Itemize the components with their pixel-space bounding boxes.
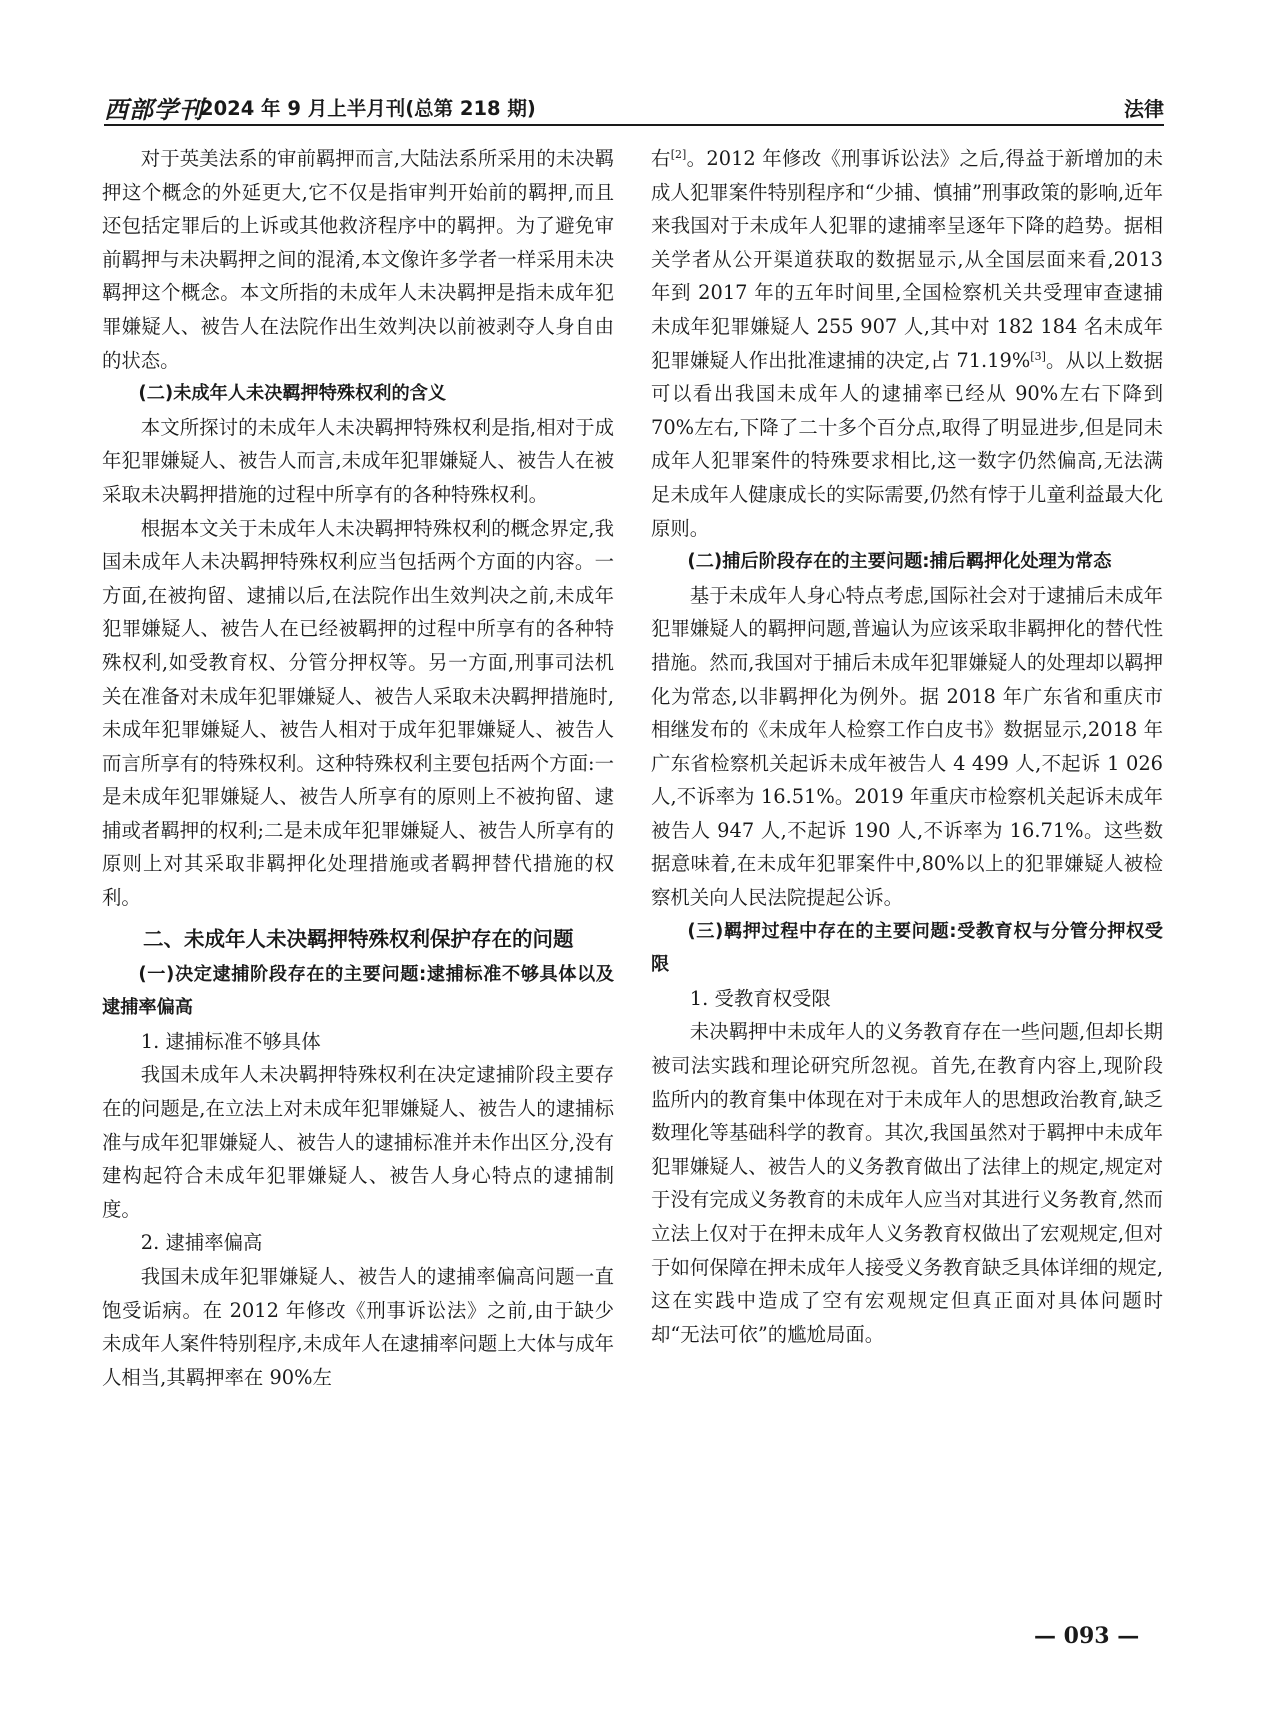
page-number: — 093 —	[1034, 1623, 1140, 1649]
paragraph: 我国未成年人未决羁押特殊权利在决定逮捕阶段主要存在的问题是,在立法上对未成年犯罪嫌疑人、被告人的逮捕标准与成年犯罪嫌疑人、被告人的逮捕标准并未作出区分,没有建构起符合未成年犯罪嫌疑人、被告人身心特点的逮捕制度。	[102, 1063, 614, 1221]
numbered-heading: 1. 受教育权受限	[689, 986, 831, 1010]
paragraph: 基于未成年人身心特点考虑,国际社会对于逮捕后未成年犯罪嫌疑人的羁押问题,普遍认为应该采取非羁押化的替代性措施。然而,我国对于捕后未成年犯罪嫌疑人的处理却以羁押化为常态,以非羁押化为例外。据 2018 年广东省和重庆市相继发布的《未成年人检察工作白皮书》数据显示,2018 年广东省检察机关起诉未成年被告人 4 499 人,不起诉 1 026 人,不诉率为 16.51%。2019 年重庆市检察机关起诉未成年被告人 947 人,不起诉 190 人,不诉率为 16.71%。这些数据意味着,在未成年犯罪案件中,80%以上的犯罪嫌疑人被检察机关向人民法院提起公诉。	[651, 583, 1163, 910]
text-run: 。2012 年修改《刑事诉讼法》之后,得益于新增加的未成人犯罪案件特别程序和“少捕、慎捕”刑事政策的影响,近年来我国对于未成年人犯罪的逮捕率呈逐年下降的趋势。据相关学者从公开渠道获取的数据显示,从全国层面来看,2013 年到 2017 年的五年时间里,全国检察机关共受理审查逮捕未成年犯罪嫌疑人 255 907 人,其中对 182 184 名未成年犯罪嫌疑人作出批准逮捕的决定,占 71.19%	[651, 147, 1163, 372]
running-header	[104, 88, 1164, 128]
paragraph	[651, 142, 1163, 545]
subsection-heading: (二)未成年人未决羁押特殊权利的含义	[138, 383, 447, 405]
section-name: 法律	[1124, 97, 1164, 121]
numbered-heading: 1. 逮捕标准不够具体	[140, 1029, 321, 1053]
right-column	[651, 142, 1163, 1351]
issue-info: 2024 年 9 月上半月刊(总第 218 期)	[200, 97, 536, 120]
subsection-heading: (二)捕后阶段存在的主要问题:捕后羁押化处理为常态	[687, 551, 1112, 573]
subsection-heading: (三)羁押过程中存在的主要问题:受教育权与分管分押权受限	[651, 920, 1163, 976]
subsection-heading: (一)决定逮捕阶段存在的主要问题:逮捕标准不够具体以及逮捕率偏高	[102, 963, 614, 1019]
section-heading: 二、未成年人未决羁押特殊权利保护存在的问题	[143, 926, 574, 951]
paragraph: 未决羁押中未成年人的义务教育存在一些问题,但却长期被司法实践和理论研究所忽视。首先,在教育内容上,现阶段监所内的教育集中体现在对于未成年人的思想政治教育,缺乏数理化等基础科学的教育。其次,我国虽然对于羁押中未成年犯罪嫌疑人、被告人的义务教育做出了法律上的规定,规定对于没有完成义务教育的未成年人应当对其进行义务教育,然而立法上仅对于在押未成年人义务教育权做出了宏观规定,但对于如何保障在押未成年人接受义务教育缺乏具体详细的规定,这在实践中造成了空有宏观规定但真正面对具体问题时却“无法可依”的尴尬局面。	[651, 1020, 1163, 1346]
numbered-heading: 2. 逮捕率偏高	[140, 1231, 263, 1255]
citation-ref: [2]	[670, 148, 687, 161]
paragraph: 对于英美法系的审前羁押而言,大陆法系所采用的未决羁押这个概念的外延更大,它不仅是指审判开始前的羁押,而且还包括定罪后的上诉或其他救济程序中的羁押。为了避免审前羁押与未决羁押之间的混淆,本文像许多学者一样采用未决羁押这个概念。本文所指的未成年人未决羁押是指未成年犯罪嫌疑人、被告人在法院作出生效判决以前被剥夺人身自由的状态。	[102, 147, 614, 372]
text-run: 右	[651, 147, 671, 170]
paragraph: 我国未成年犯罪嫌疑人、被告人的逮捕率偏高问题一直饱受诟病。在 2012 年修改《刑事诉讼法》之前,由于缺少未成年人案件特别程序,未成年人在逮捕率问题上大体与成年人相当,其羁押率在 90%左	[102, 1265, 614, 1389]
header-rule	[104, 124, 1164, 126]
paragraph: 根据本文关于未成年人未决羁押特殊权利的概念界定,我国未成年人未决羁押特殊权利应当包括两个方面的内容。一方面,在被拘留、逮捕以后,在法院作出生效判决之前,未成年犯罪嫌疑人、被告人在已经被羁押的过程中所享有的各种特殊权利,如受教育权、分管分押权等。另一方面,刑事司法机关在准备对未成年犯罪嫌疑人、被告人采取未决羁押措施时,未成年犯罪嫌疑人、被告人相对于成年犯罪嫌疑人、被告人而言所享有的特殊权利。这种特殊权利主要包括两个方面:一是未成年犯罪嫌疑人、被告人所享有的原则上不被拘留、逮捕或者羁押的权利;二是未成年犯罪嫌疑人、被告人所享有的原则上对其采取非羁押化处理措施或者羁押替代措施的权利。	[102, 516, 614, 910]
paragraph: 本文所探讨的未成年人未决羁押特殊权利是指,相对于成年犯罪嫌疑人、被告人而言,未成年犯罪嫌疑人、被告人在被采取未决羁押措施的过程中所享有的各种特殊权利。	[102, 415, 614, 506]
text-run: 。从以上数据可以看出我国未成年人的逮捕率已经从 90%左右下降到 70%左右,下降了二十多个百分点,取得了明显进步,但是同未成年人犯罪案件的特殊要求相比,这一数字仍然偏高,无法满足未成年人健康成长的实际需要,仍然有悖于儿童利益最大化原则。	[651, 348, 1164, 540]
citation-ref: [3]	[1030, 349, 1046, 363]
journal-logo: 西部学刊	[104, 95, 204, 124]
left-column	[102, 142, 614, 1394]
